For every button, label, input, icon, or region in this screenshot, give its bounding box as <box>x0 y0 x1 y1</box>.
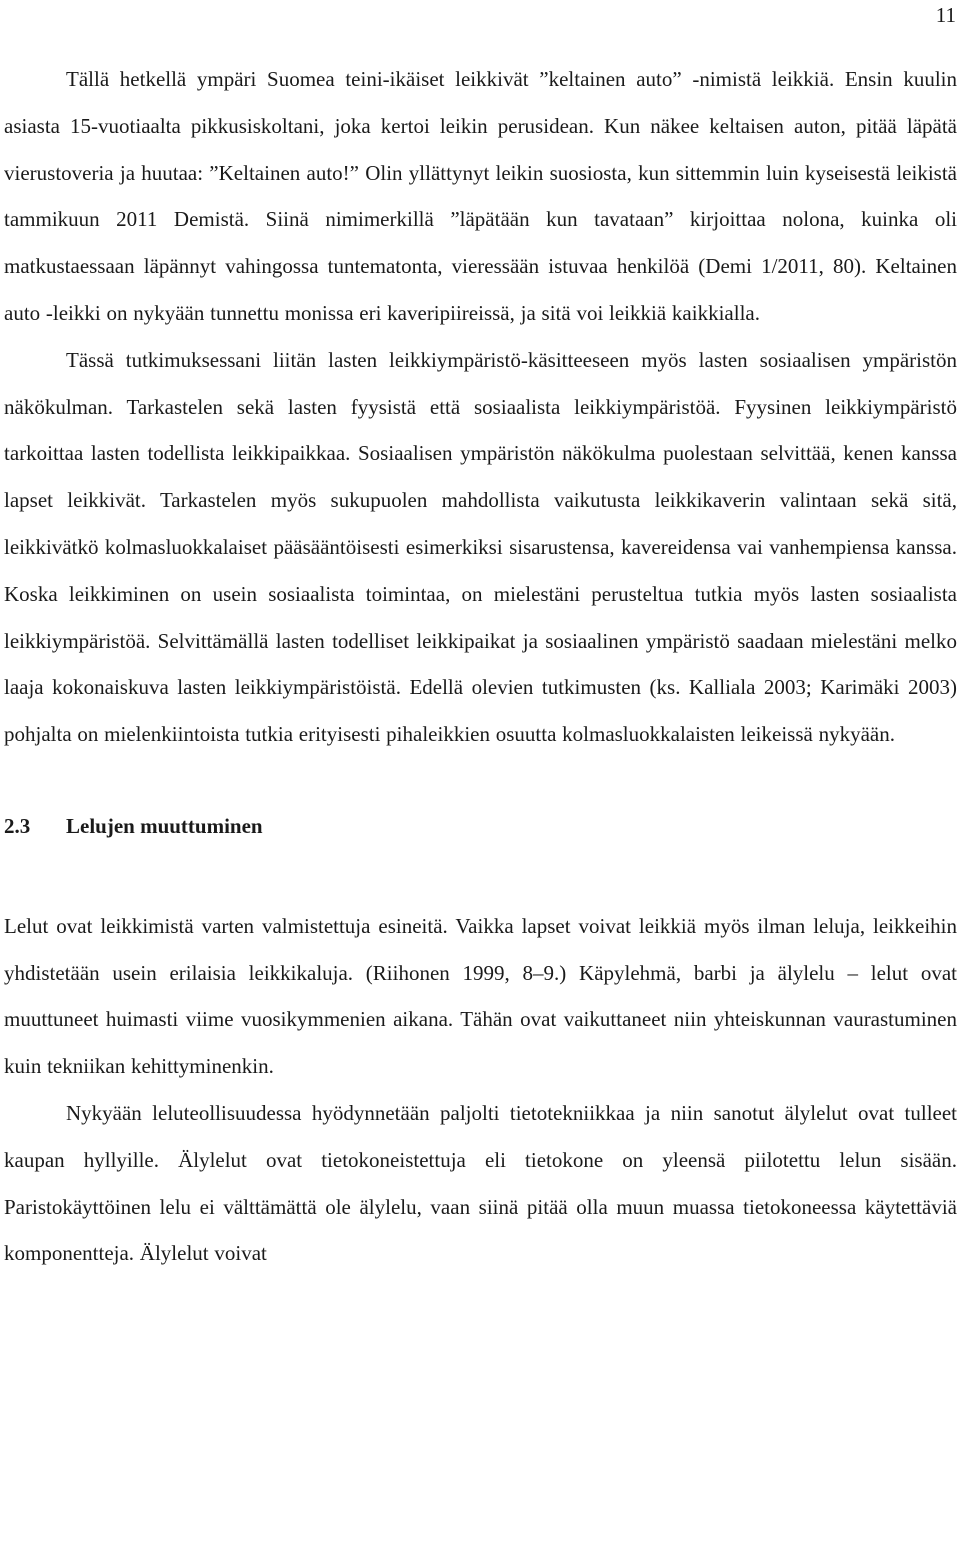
paragraph-leikkiymparisto: Tässä tutkimuksessani liitän lasten leikkiympäristö-käsitteeseen myös lasten sosiaalisen ympäristön näkökulman. Tarkastelen sekä lasten fyysistä että sosiaalista leikkiympäristöä. Fyysinen leikkiympäristö tarkoittaa lasten todellista leikkipaikkaa. Sosiaalisen ympäristön näkökulma puolestaan selvittää, kenen kanssa lapset leikkivät. Tarkastelen myös sukupuolen mahdollista vaikutusta leikkikaverin valintaan sekä sitä, leikkivätkö kolmasluokkalaiset pääsääntöisesti esimerkiksi sisarustensa, kavereidensa vai vanhempiensa kanssa. Koska leikkiminen on usein sosiaalista toimintaa, on mielestäni perusteltua tutkia myös lasten sosiaalista leikkiympäristöä. Selvittämällä lasten todelliset leikkipaikat ja sosiaalinen ympäristö saadaan mielestäni melko laaja kokonaiskuva lasten leikkiympäristöistä. Edellä olevien tutkimusten (ks. Kalliala 2003; Karimäki 2003) pohjalta on mielenkiintoista tutkia erityisesti pihaleikkien osuutta kolmasluokkalaisten leikeissä nykyään. <box>4 347 957 747</box>
paragraph-alylelut: Nykyään leluteollisuudessa hyödynnetään paljolti tietotekniikkaa ja niin sanotut älylelut ovat tulleet kaupan hyllyille. Älylelut ovat tietokoneistettuja eli tietokone on yleensä piilotettu lelun sisään. Paristokäyttöinen lelu ei välttämättä ole älylelu, vaan siinä pitää olla muun muassa tietokoneessa käytettäviä komponentteja. Älylelut voivat <box>4 1100 957 1266</box>
paragraph-keltainen-auto: Tällä hetkellä ympäri Suomea teini-ikäiset leikkivät ”keltainen auto” -nimistä leikkiä. Ensin kuulin asiasta 15-vuotiaalta pikkusiskoltani, joka kertoi leikin perusidean. Kun näkee keltaisen auton, pitää läpätä vierustoveria ja huutaa: ”Keltainen auto!” Olin yllättynyt leikin suosiosta, kun sittemmin luin kyseisestä leikistä tammikuun 2011 Demistä. Siinä nimimerkillä ”läpätään kun tavataan” kirjoittaa nolona, kuinka oli matkustaessaan läpännyt vahingossa tuntematonta, vieressään istuvaa henkilöä (Demi 1/2011, 80). Keltainen auto -leikki on nykyään tunnettu monissa eri kaveripiireissä, ja sitä voi leikkiä kaikkialla. <box>4 67 957 325</box>
section-heading <box>4 803 957 850</box>
document-body <box>4 56 957 1277</box>
section-number: 2.3 <box>4 813 31 838</box>
section-title: Lelujen muuttuminen <box>66 813 263 838</box>
page-number: 11 <box>935 3 956 27</box>
paragraph-lelut: Lelut ovat leikkimistä varten valmistettuja esineitä. Vaikka lapset voivat leikkiä myös ilman leluja, leikkeihin yhdistetään usein erilaisia leikkikaluja. (Riihonen 1999, 8–9.) Käpylehmä, barbi ja älylelu – lelut ovat muuttuneet huimasti viime vuosikymmenien aikana. Tähän ovat vaikuttaneet niin yhteiskunnan vaurastuminen kuin tekniikan kehittyminenkin. <box>4 913 957 1079</box>
